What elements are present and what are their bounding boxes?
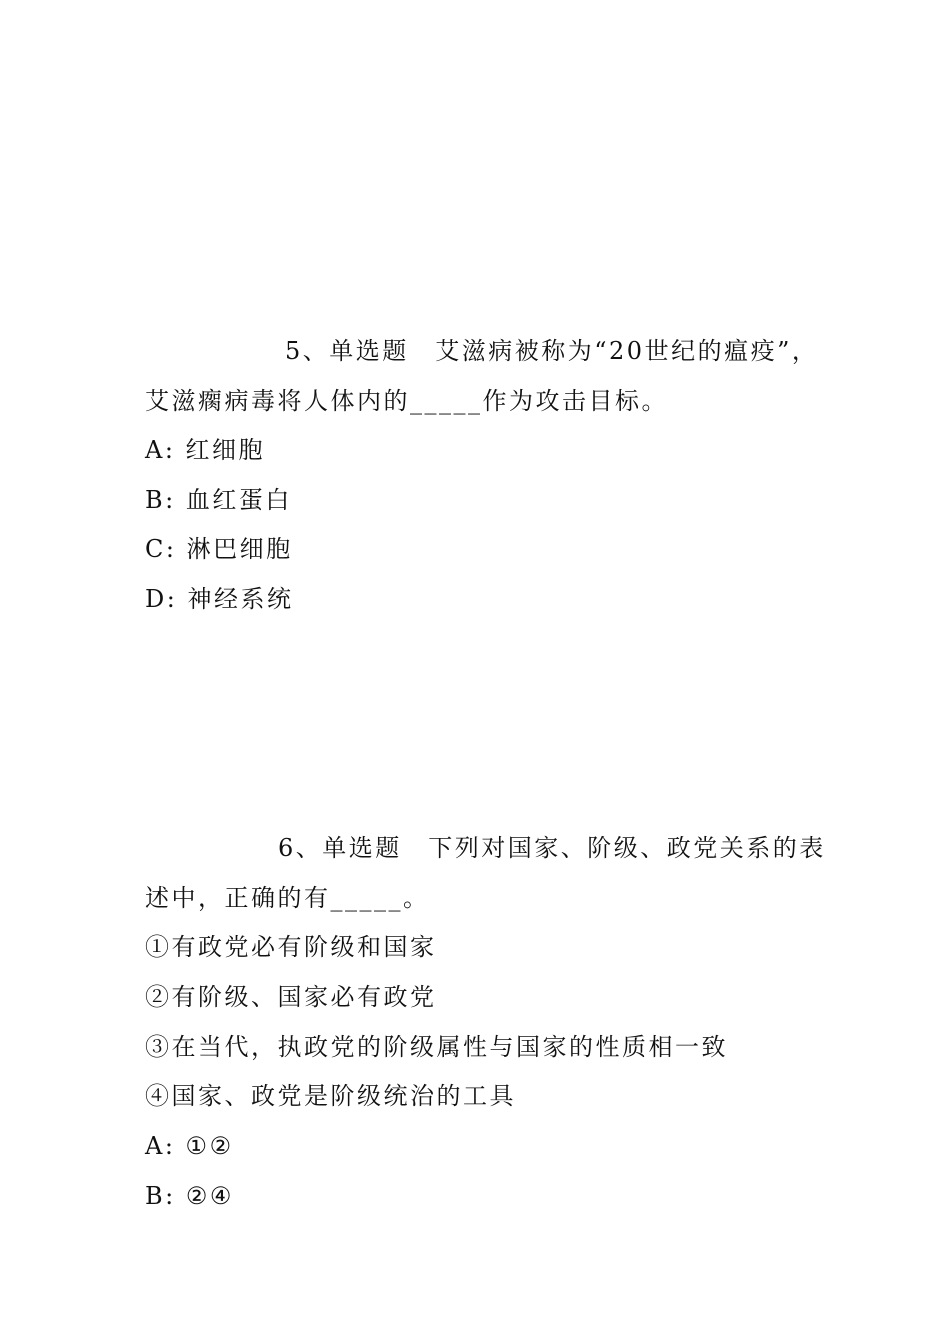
statement-item: ①有政党必有阶级和国家 [145, 933, 437, 961]
statement-item: ③在当代，执政党的阶级属性与国家的性质相一致 [145, 1033, 728, 1061]
question-stem-line: 艾滋瘸病毒将人体内的_____作为攻击目标。 [145, 387, 668, 415]
answer-option-d: D: 神经系统 [145, 585, 294, 613]
answer-option-b: B: 血红蛋白 [145, 486, 292, 514]
answer-option-a: A: 红细胞 [145, 436, 266, 464]
question-stem-line: 5、单选题 艾滋病被称为“20世纪的瘟疫”， [285, 337, 819, 365]
statement-item: ②有阶级、国家必有政党 [145, 983, 437, 1011]
question-stem-line: 述中，正确的有_____。 [145, 884, 430, 912]
statement-item: ④国家、政党是阶级统治的工具 [145, 1082, 516, 1110]
answer-option-c: C: 淋巴细胞 [145, 535, 293, 563]
answer-option-a: A: ①② [145, 1132, 234, 1160]
answer-option-b: B: ②④ [145, 1182, 234, 1210]
question-stem-line: 6、单选题 下列对国家、阶级、政党关系的表 [278, 834, 826, 862]
